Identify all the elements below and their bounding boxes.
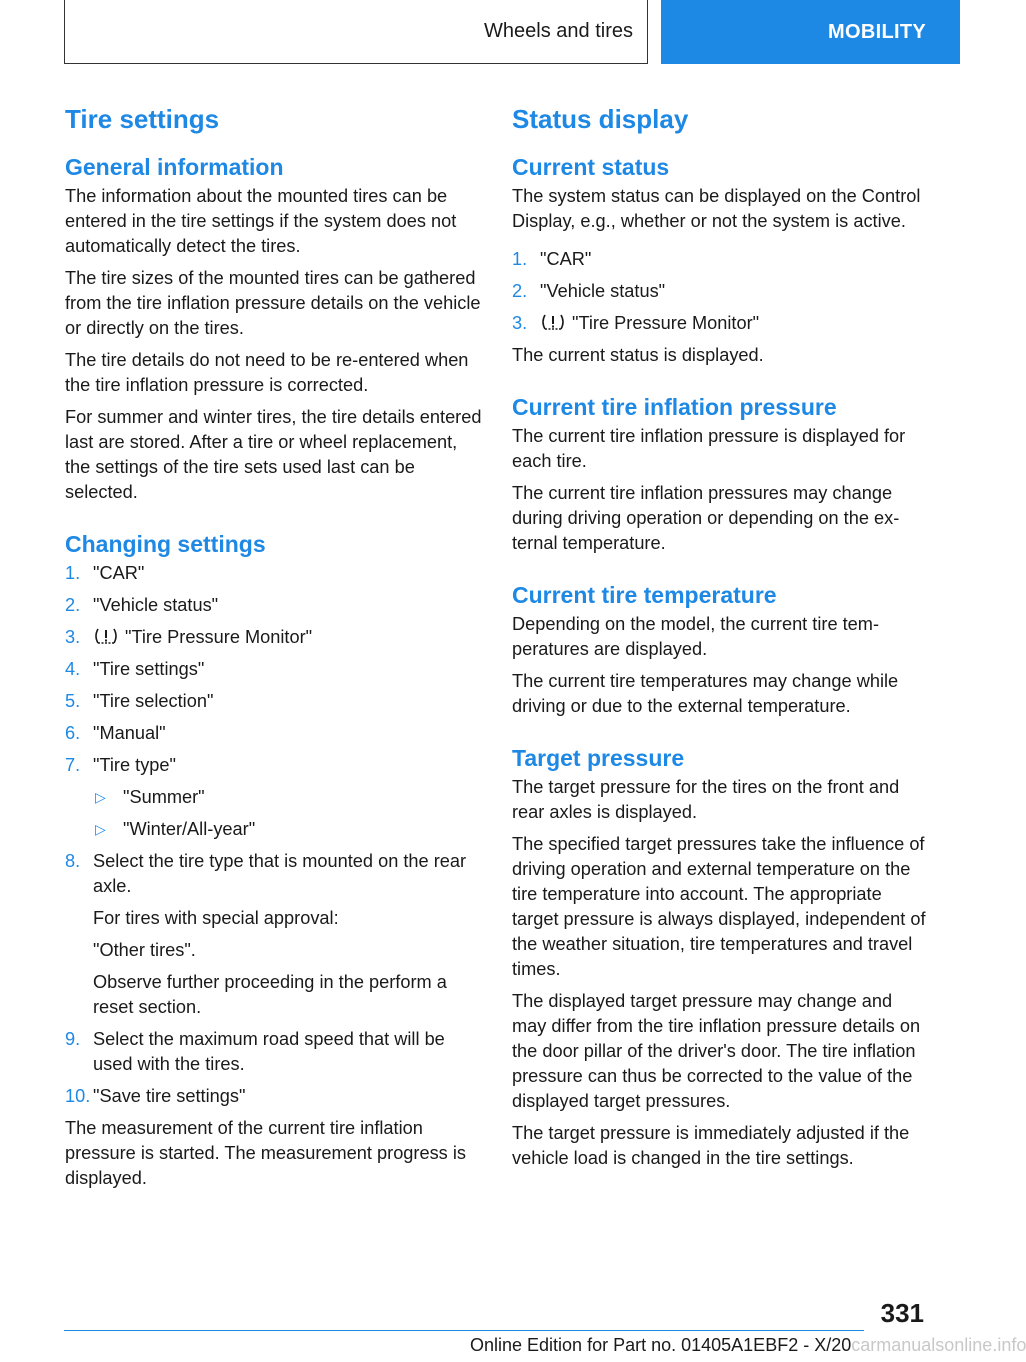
header-section-box: [64, 0, 648, 64]
target-pressure-heading: Target pressure: [512, 745, 685, 771]
list-item: 1. "CAR": [65, 563, 145, 583]
list-item: 2. "Vehicle status": [512, 281, 666, 301]
paragraph: The current tire inflation pressures may change during driving operation or depending on the external temperature.: [512, 483, 900, 553]
header-tab-label: MOBILITY: [828, 20, 926, 43]
list-item: 1. "CAR": [512, 249, 592, 269]
step-continuation: Observe further proceeding in the perform a reset section.: [93, 972, 447, 1017]
step-continuation: "Other tires".: [93, 940, 196, 960]
list-item: 5. "Tire selection": [65, 691, 214, 711]
current-tire-inflation-pressure-heading: Current tire inflation pressure: [512, 394, 837, 420]
current-tire-temperature-heading: Current tire temperature: [512, 582, 777, 608]
paragraph: The measurement of the current tire inflation pressure is started. The measurement progress is displayed.: [65, 1118, 466, 1188]
triangle-bullet-icon: ▷: [95, 789, 106, 805]
list-item: 9. Select the maximum road speed that will be used with the tires.: [65, 1029, 445, 1074]
right-column: [512, 100, 928, 1178]
paragraph: The tire details do not need to be re-entered when the tire inflation pressure is corrected.: [65, 350, 469, 395]
changing-settings-steps-end: [65, 1027, 483, 1109]
tire-settings-title: Tire settings: [65, 104, 220, 134]
sub-list-item: ▷ "Winter/All-year": [65, 817, 483, 842]
step-continuation: For tires with special approval:: [93, 908, 339, 928]
watermark: carmanualsonline.info: [851, 1335, 1026, 1355]
paragraph: The current tire temperatures may change while driving or due to the external temperature.: [512, 671, 899, 716]
paragraph: The displayed target pressure may change and may differ from the tire inflation pressure details on the door pillar of the driver's door. The tire inflation pressure can thus be corrected to the value of the displayed target pressures.: [512, 991, 921, 1111]
paragraph: The tire sizes of the mounted tires can be gathered from the tire inflation pressure details on the vehicle or directly on the tires.: [65, 268, 481, 338]
paragraph: For summer and winter tires, the tire details entered last are stored. After a tire or wheel replacement, the settings of the tire sets used last can be selected.: [65, 407, 482, 502]
paragraph: The system status can be displayed on the Control Display, e.g., whether or not the system is active.: [512, 186, 921, 231]
list-item: 10. "Save tire settings": [65, 1086, 246, 1106]
current-status-steps: [512, 247, 928, 336]
current-status-heading: Current status: [512, 154, 670, 180]
sub-list-item: ▷ "Summer": [65, 785, 483, 810]
list-item: 4. "Tire settings": [65, 659, 205, 679]
changing-settings-steps: [65, 561, 483, 778]
edition-text: Online Edition for Part no. 01405A1EBF2 - X/20: [470, 1335, 852, 1355]
page-number: 331: [880, 1298, 924, 1328]
footer-divider: [64, 1330, 864, 1331]
header-section-title: Wheels and tires: [484, 20, 633, 42]
list-item: 3. "Tire Pressure Monitor": [512, 313, 760, 333]
changing-settings-steps-cont: [65, 849, 483, 899]
changing-settings-heading: Changing settings: [65, 531, 266, 557]
paragraph: The target pressure for the tires on the front and rear axles is displayed.: [512, 777, 900, 822]
paragraph: The information about the mounted tires can be entered in the tire settings if the system does not automatically detect the tires.: [65, 186, 457, 256]
status-display-title: Status display: [512, 104, 689, 134]
footer-edition: [470, 1335, 1026, 1356]
paragraph: The current status is displayed.: [512, 345, 764, 365]
left-column: [65, 100, 483, 1198]
triangle-bullet-icon: ▷: [95, 821, 106, 837]
general-information-heading: General information: [65, 154, 284, 180]
list-item: 7. "Tire type": [65, 755, 176, 775]
tire-pressure-warning-icon: [540, 312, 566, 332]
tire-pressure-warning-icon: [93, 626, 119, 646]
list-item: 6. "Manual": [65, 723, 166, 743]
list-item: 3. "Tire Pressure Monitor": [65, 627, 313, 647]
paragraph: The target pressure is immediately adjusted if the vehicle load is changed in the tire settings.: [512, 1123, 910, 1168]
list-item: 8. Select the tire type that is mounted on the rear axle.: [65, 851, 467, 896]
paragraph: The specified target pressures take the influence of driving operation and external temperature on the tire temperature into account. The appropriate target pressure is always displayed, independent of the weather situation, tire temperatures and travel times.: [512, 834, 926, 979]
paragraph: Depending on the model, the current tire temperatures are displayed.: [512, 614, 879, 659]
paragraph: The current tire inflation pressure is displayed for each tire.: [512, 426, 906, 471]
list-item: 2. "Vehicle status": [65, 595, 219, 615]
header-mobility-tab[interactable]: [661, 0, 960, 64]
